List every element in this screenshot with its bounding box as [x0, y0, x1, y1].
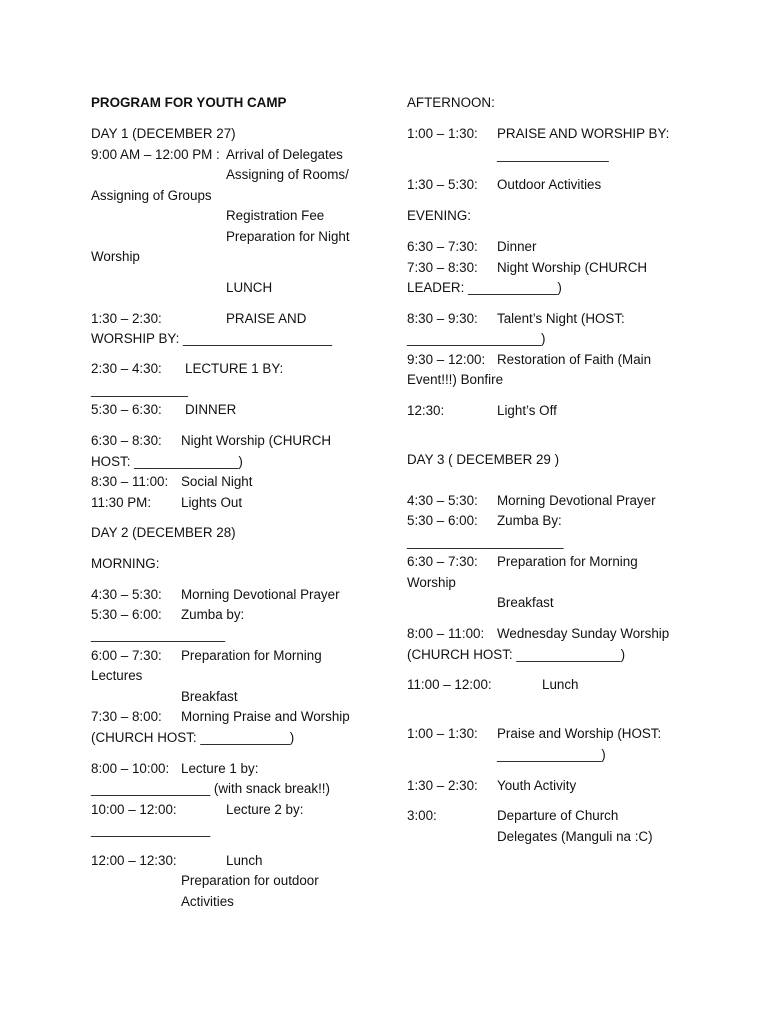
schedule-item: Event!!!) Bonfire	[407, 372, 504, 387]
schedule-item: Night Worship (CHURCH	[497, 260, 648, 275]
document-title: PROGRAM FOR YOUTH CAMP	[91, 95, 287, 110]
schedule-time: 6:30 – 7:30:	[407, 239, 478, 254]
day3-heading: DAY 3 ( DECEMBER 29 )	[407, 452, 560, 467]
schedule-item: Preparation for Morning	[497, 554, 638, 569]
blank-line: _______________	[497, 147, 609, 162]
schedule-item: Wednesday Sunday Worship	[497, 626, 670, 641]
schedule-item: (CHURCH HOST: ______________)	[407, 647, 626, 662]
schedule-time: 8:00 – 10:00:	[91, 761, 170, 776]
schedule-item: (CHURCH HOST: ____________)	[91, 730, 295, 745]
schedule-item: Dinner	[497, 239, 537, 254]
schedule-item: LUNCH	[226, 280, 273, 295]
blank-line: _____________	[91, 382, 188, 397]
schedule-item: Talent’s Night (HOST:	[497, 311, 625, 326]
schedule-item: Registration Fee	[226, 208, 325, 223]
schedule-item: ________________ (with snack break!!)	[91, 781, 330, 796]
schedule-item: Outdoor Activities	[497, 177, 602, 192]
schedule-item: Preparation for outdoor	[181, 873, 319, 888]
schedule-item: Lecture 2 by:	[226, 802, 304, 817]
schedule-time: 8:30 – 9:30:	[407, 311, 478, 326]
schedule-time: 5:30 – 6:30:	[91, 402, 162, 417]
schedule-item: Breakfast	[181, 689, 238, 704]
schedule-item: Breakfast	[497, 595, 554, 610]
schedule-item: Preparation for Morning	[181, 648, 322, 663]
schedule-time: 8:00 – 11:00:	[407, 626, 485, 641]
schedule-item: Youth Activity	[497, 778, 577, 793]
schedule-time: 11:00 – 12:00:	[407, 677, 492, 692]
schedule-item: Lunch	[226, 853, 263, 868]
schedule-item: Light’s Off	[497, 403, 557, 418]
schedule-item: Worship	[407, 575, 456, 590]
schedule-time: 8:30 – 11:00:	[91, 474, 169, 489]
schedule-time: 12:30:	[407, 403, 445, 418]
schedule-time: 1:00 – 1:30:	[407, 126, 478, 141]
schedule-item: Worship	[91, 249, 140, 264]
schedule-time: 1:30 – 2:30:	[407, 778, 478, 793]
schedule-item: Preparation for Night	[226, 229, 350, 244]
schedule-time: 5:30 – 6:00:	[407, 513, 478, 528]
schedule-time: 4:30 – 5:30:	[407, 493, 478, 508]
blank-line: ________________	[91, 822, 211, 837]
schedule-time: 1:00 – 1:30:	[407, 726, 478, 741]
section-heading: AFTERNOON:	[407, 95, 495, 110]
blank-line: __________________)	[407, 331, 546, 346]
schedule-time: 7:30 – 8:30:	[407, 260, 478, 275]
schedule-time: 2:30 – 4:30:	[91, 361, 162, 376]
schedule-item: PRAISE AND WORSHIP BY:	[497, 126, 670, 141]
schedule-item: Night Worship (CHURCH	[181, 433, 332, 448]
schedule-time: 9:00 AM – 12:00 PM :	[91, 147, 220, 162]
schedule-time: 1:30 – 5:30:	[407, 177, 478, 192]
schedule-time: 12:00 – 12:30:	[91, 853, 177, 868]
schedule-item: Arrival of Delegates	[226, 147, 343, 162]
schedule-time: 5:30 – 6:00:	[91, 607, 162, 622]
section-heading: EVENING:	[407, 208, 471, 223]
schedule-item: LEADER: ____________)	[407, 280, 562, 295]
schedule-item: Lectures	[91, 668, 143, 683]
blank-line: __________________	[91, 627, 226, 642]
schedule-item: Social Night	[181, 474, 253, 489]
schedule-time: 11:30 PM:	[91, 495, 152, 510]
schedule-time: 6:30 – 7:30:	[407, 554, 478, 569]
schedule-item: Activities	[181, 894, 234, 909]
schedule-item: PRAISE AND	[226, 311, 307, 326]
schedule-item: Praise and Worship (HOST:	[497, 726, 662, 741]
schedule-item: Zumba By:	[497, 513, 562, 528]
schedule-item: Assigning of Groups	[91, 188, 212, 203]
schedule-item: Morning Praise and Worship	[181, 709, 350, 724]
blank-line: ______________)	[497, 747, 606, 762]
schedule-time: 4:30 – 5:30:	[91, 587, 162, 602]
schedule-item: HOST: ______________)	[91, 454, 243, 469]
schedule-time: 1:30 – 2:30:	[91, 311, 162, 326]
schedule-item: Lunch	[542, 677, 579, 692]
schedule-item: LECTURE 1 BY:	[185, 361, 284, 376]
schedule-time: 6:30 – 8:30:	[91, 433, 162, 448]
schedule-item: Morning Devotional Prayer	[181, 587, 340, 602]
schedule-time: 10:00 – 12:00:	[91, 802, 177, 817]
blank-line: _____________________	[407, 534, 564, 549]
schedule-time: 7:30 – 8:00:	[91, 709, 162, 724]
schedule-item: Zumba by:	[181, 607, 245, 622]
day2-heading: DAY 2 (DECEMBER 28)	[91, 525, 236, 540]
schedule-item: Lecture 1 by:	[181, 761, 259, 776]
section-heading: MORNING:	[91, 556, 160, 571]
schedule-item: Lights Out	[181, 495, 243, 510]
schedule-time: 9:30 – 12:00:	[407, 352, 486, 367]
schedule-item: Restoration of Faith (Main	[497, 352, 652, 367]
schedule-item: DINNER	[185, 402, 237, 417]
schedule-item: Morning Devotional Prayer	[497, 493, 656, 508]
schedule-item: Assigning of Rooms/	[226, 167, 349, 182]
schedule-item: Departure of Church	[497, 808, 619, 823]
schedule-time: 3:00:	[407, 808, 437, 823]
day1-heading: DAY 1 (DECEMBER 27)	[91, 126, 236, 141]
schedule-item: Delegates (Manguli na :C)	[497, 829, 653, 844]
schedule-time: 6:00 – 7:30:	[91, 648, 162, 663]
schedule-item: WORSHIP BY: ____________________	[91, 331, 332, 346]
